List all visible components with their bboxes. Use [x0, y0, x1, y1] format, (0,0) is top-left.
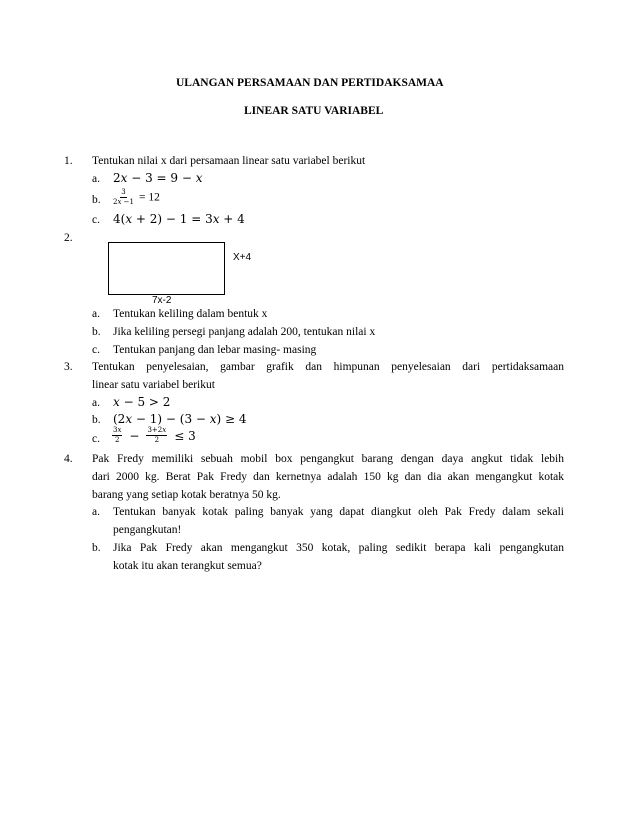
q4-text-line-1: Pak Fredy memiliki sebuah mobil box pengangkut barang dengan daya angkut tidak lebih — [92, 453, 564, 465]
q1-text: Tentukan nilai x dari persamaan linear satu variabel berikut — [92, 155, 366, 167]
q3c-fraction-2 — [146, 426, 167, 445]
q4b-text-line-2: kotak itu akan terangkut semua? — [113, 560, 262, 572]
q2a-label: a. — [92, 308, 100, 320]
q2c-label: c. — [92, 344, 100, 356]
q4b-label: b. — [92, 542, 101, 554]
q2b-text: Jika keliling persegi panjang adalah 200, tentukan nilai x — [113, 326, 376, 338]
q4a-text-line-1: Tentukan banyak kotak paling banyak yang dapat diangkut oleh Pak Fredy dalam sekali — [113, 506, 564, 518]
q3c-fraction-2-numerator: 3+2𝑥 — [147, 426, 167, 434]
q3a-inequality: 𝑥 − 5 > 2 — [113, 395, 171, 409]
q4b-text-line-1: Jika Pak Fredy akan mengangkut 350 kotak, paling sedikit berapa kali pengangkutan — [113, 542, 564, 554]
q4a-label: a. — [92, 506, 100, 518]
q2-number: 2. — [64, 232, 73, 244]
q1b-rhs: = 12 — [138, 191, 160, 204]
title-line-1: ULANGAN PERSAMAAN DAN PERTIDAKSAMAA — [176, 77, 444, 89]
q4a-text-line-2: pengangkutan! — [113, 524, 182, 536]
q3c-inequality — [112, 426, 196, 445]
q1b-equation — [112, 188, 160, 207]
q3-text-line-1: Tentukan penyelesaian, gambar grafik dan himpunan penyelesaian dari pertidaksamaan — [92, 361, 564, 373]
q3b-inequality: (2𝑥 − 1) − (3 − 𝑥) ≥ 4 — [113, 412, 247, 426]
q3-number: 3. — [64, 361, 73, 373]
q1b-label: b. — [92, 194, 101, 206]
q3c-rhs: ≤ 3 — [174, 428, 196, 443]
q1-number: 1. — [64, 155, 73, 167]
q3c-fraction-1-denominator: 2 — [114, 436, 120, 444]
q1c-label: c. — [92, 214, 100, 226]
rectangle-side-label: X+4 — [233, 252, 252, 263]
q2a-text: Tentukan keliling dalam bentuk x — [113, 308, 268, 320]
q4-number: 4. — [64, 453, 73, 465]
q2b-label: b. — [92, 326, 101, 338]
q3c-minus: − — [129, 428, 140, 443]
q3-text-line-2: linear satu variabel berikut — [92, 379, 215, 391]
q3c-fraction-1 — [112, 426, 122, 445]
q1a-label: a. — [92, 173, 100, 185]
q3b-label: b. — [92, 414, 101, 426]
title-line-2: LINEAR SATU VARIABEL — [244, 105, 384, 117]
rectangle-bottom-label: 7x-2 — [152, 295, 172, 306]
q4-text-line-3: barang yang setiap kotak beratnya 50 kg. — [92, 489, 281, 501]
q1b-numerator: 3 — [121, 188, 126, 196]
q2c-text: Tentukan panjang dan lebar masing- masing — [113, 344, 317, 356]
q1c-equation: 4(𝑥 + 2) − 1 = 3𝑥 + 4 — [113, 212, 245, 226]
q4-text-line-2: dari 2000 kg. Berat Pak Fredy dan kernetnya adalah 150 kg dan dia akan mengangkut kotak — [92, 471, 564, 483]
rectangle-figure — [108, 242, 225, 295]
q1a-equation: 2𝑥 − 3 = 9 − 𝑥 — [113, 171, 203, 185]
q3a-label: a. — [92, 397, 100, 409]
q1b-fraction — [112, 188, 135, 207]
q3c-fraction-2-denominator: 2 — [154, 436, 160, 444]
q3c-label: c. — [92, 433, 100, 445]
q3c-fraction-1-numerator: 3𝑥 — [113, 426, 122, 434]
q1b-denominator: 2𝑥 −1 — [113, 198, 134, 206]
